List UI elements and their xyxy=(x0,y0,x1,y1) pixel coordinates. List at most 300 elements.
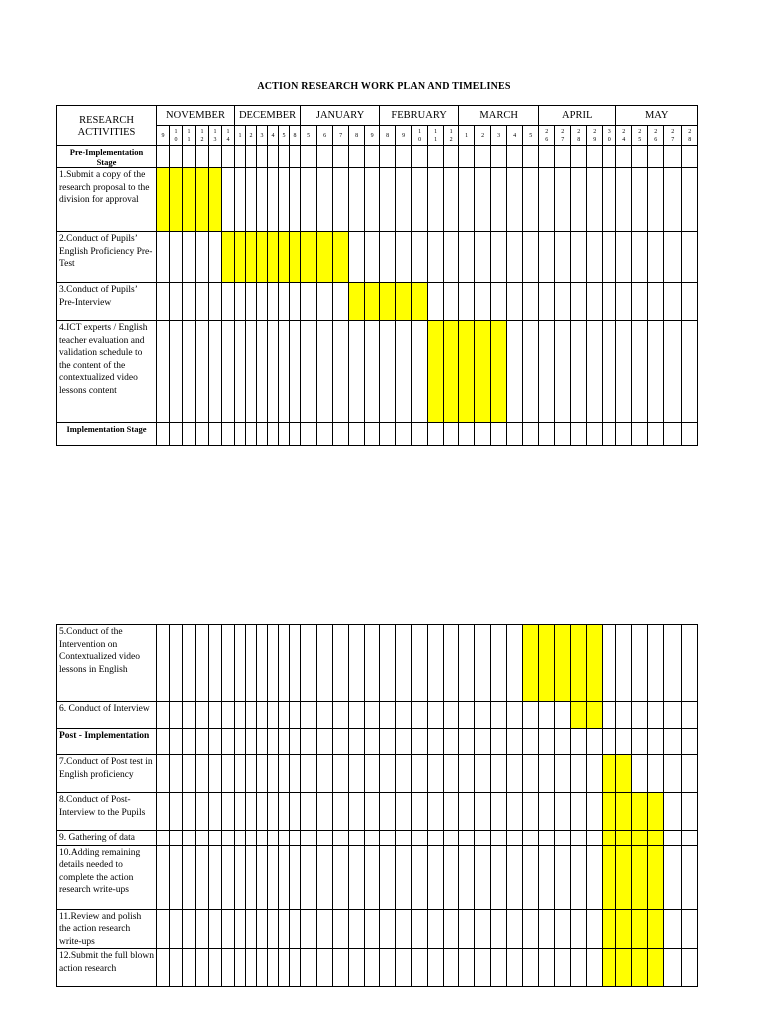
timeline-cell xyxy=(444,625,459,702)
timeline-cell xyxy=(257,845,268,909)
timeline-cell xyxy=(365,729,380,755)
timeline-cell xyxy=(523,909,539,949)
timeline-cell xyxy=(632,423,648,446)
timeline-cell xyxy=(209,909,222,949)
timeline-cell xyxy=(428,909,444,949)
timeline-cell xyxy=(279,702,290,729)
timeline-cell xyxy=(209,423,222,446)
timeline-cell xyxy=(396,423,412,446)
activity-label: 9. Gathering of data xyxy=(57,831,157,846)
activity-row xyxy=(57,321,698,423)
timeline-cell xyxy=(444,232,459,283)
timeline-cell xyxy=(196,423,209,446)
timeline-cell xyxy=(290,702,301,729)
timeline-cell xyxy=(459,168,475,232)
timeline-cell xyxy=(475,702,491,729)
document-title: ACTION RESEARCH WORK PLAN AND TIMELINES xyxy=(257,81,511,92)
timeline-cell xyxy=(396,831,412,846)
timeline-cell xyxy=(157,831,170,846)
timeline-cell xyxy=(428,168,444,232)
timeline-cell xyxy=(648,755,664,793)
timeline-cell xyxy=(648,168,664,232)
timeline-cell-scheduled xyxy=(616,793,632,831)
timeline-cell xyxy=(412,793,428,831)
timeline-cell xyxy=(587,793,603,831)
timeline-cell xyxy=(428,729,444,755)
timeline-cell xyxy=(571,845,587,909)
timeline-cell xyxy=(664,283,682,321)
timeline-cell xyxy=(459,949,475,987)
timeline-cell xyxy=(507,909,523,949)
timeline-cell xyxy=(603,232,616,283)
timeline-cell xyxy=(523,949,539,987)
timeline-cell xyxy=(555,283,571,321)
timeline-cell xyxy=(246,793,257,831)
timeline-cell xyxy=(365,755,380,793)
timeline-cell xyxy=(555,168,571,232)
day-header: 4 xyxy=(507,126,523,146)
timeline-cell xyxy=(235,755,246,793)
timeline-cell xyxy=(196,702,209,729)
timeline-cell-scheduled xyxy=(603,831,616,846)
timeline-cell xyxy=(246,168,257,232)
timeline-cell xyxy=(571,909,587,949)
timeline-cell xyxy=(317,845,333,909)
timeline-cell xyxy=(539,283,555,321)
timeline-cell xyxy=(571,232,587,283)
timeline-cell xyxy=(459,702,475,729)
timeline-cell xyxy=(317,831,333,846)
timeline-cell xyxy=(444,755,459,793)
timeline-cell xyxy=(555,831,571,846)
timeline-cell xyxy=(648,232,664,283)
activity-label: 7.Conduct of Post test in English proficiency xyxy=(57,755,157,793)
timeline-cell xyxy=(257,168,268,232)
timeline-cell xyxy=(491,845,507,909)
timeline-cell xyxy=(257,793,268,831)
timeline-cell xyxy=(664,793,682,831)
timeline-cell xyxy=(183,831,196,846)
timeline-cell-scheduled xyxy=(183,168,196,232)
timeline-cell xyxy=(209,232,222,283)
activity-label: 2.Conduct of Pupils’ English Proficiency Pre-Test xyxy=(57,232,157,283)
timeline-cell xyxy=(475,283,491,321)
timeline-cell xyxy=(157,702,170,729)
timeline-cell xyxy=(301,755,317,793)
timeline-cell-scheduled xyxy=(648,793,664,831)
stage-row xyxy=(57,423,698,446)
timeline-cell xyxy=(428,423,444,446)
stage-label: Implementation Stage xyxy=(57,423,157,446)
timeline-cell xyxy=(196,949,209,987)
timeline-cell xyxy=(317,793,333,831)
timeline-cell xyxy=(475,168,491,232)
timeline-cell-scheduled xyxy=(196,168,209,232)
timeline-cell xyxy=(396,146,412,168)
timeline-cell xyxy=(246,283,257,321)
timeline-cell xyxy=(539,702,555,729)
timeline-cell xyxy=(365,793,380,831)
timeline-cell-scheduled xyxy=(587,702,603,729)
activity-row xyxy=(57,168,698,232)
timeline-cell xyxy=(196,729,209,755)
timeline-cell xyxy=(365,146,380,168)
timeline-cell xyxy=(246,909,257,949)
timeline-cell xyxy=(380,793,396,831)
day-header: 8 xyxy=(380,126,396,146)
timeline-cell xyxy=(587,909,603,949)
timeline-cell xyxy=(268,909,279,949)
day-header: 1 xyxy=(459,126,475,146)
timeline-cell xyxy=(587,831,603,846)
timeline-cell-scheduled xyxy=(603,755,616,793)
timeline-cell xyxy=(428,283,444,321)
timeline-cell xyxy=(523,423,539,446)
timeline-cell xyxy=(571,423,587,446)
day-header: 2 8 xyxy=(571,126,587,146)
timeline-cell xyxy=(170,909,183,949)
timeline-cell xyxy=(603,625,616,702)
timeline-cell xyxy=(444,283,459,321)
timeline-cell xyxy=(396,909,412,949)
timeline-cell xyxy=(365,909,380,949)
timeline-cell xyxy=(428,845,444,909)
timeline-cell xyxy=(507,321,523,423)
timeline-cell xyxy=(616,232,632,283)
timeline-cell xyxy=(616,146,632,168)
timeline-cell xyxy=(664,702,682,729)
timeline-cell xyxy=(279,283,290,321)
timeline-cell xyxy=(396,729,412,755)
timeline-cell xyxy=(539,845,555,909)
stage-label: Pre-Implementation Stage xyxy=(57,146,157,168)
timeline-cell xyxy=(616,625,632,702)
timeline-cell xyxy=(349,831,365,846)
timeline-cell xyxy=(317,625,333,702)
timeline-cell xyxy=(209,793,222,831)
month-header: MAY xyxy=(616,106,698,126)
timeline-cell xyxy=(664,755,682,793)
timeline-cell xyxy=(246,845,257,909)
timeline-cell xyxy=(491,949,507,987)
timeline-cell xyxy=(412,949,428,987)
timeline-cell xyxy=(571,168,587,232)
timeline-cell xyxy=(235,146,246,168)
timeline-cell xyxy=(396,232,412,283)
timeline-cell-scheduled xyxy=(555,625,571,702)
timeline-cell-scheduled xyxy=(428,321,444,423)
timeline-cell xyxy=(268,831,279,846)
day-header: 9 xyxy=(157,126,170,146)
timeline-cell xyxy=(279,146,290,168)
activity-row xyxy=(57,232,698,283)
timeline-cell xyxy=(257,423,268,446)
timeline-cell xyxy=(523,702,539,729)
timeline-cell xyxy=(380,625,396,702)
timeline-cell xyxy=(290,283,301,321)
timeline-cell xyxy=(491,793,507,831)
timeline-cell xyxy=(682,729,698,755)
timeline-cell xyxy=(632,755,648,793)
timeline-cell xyxy=(290,423,301,446)
timeline-cell xyxy=(632,702,648,729)
timeline-cell xyxy=(682,949,698,987)
timeline-cell xyxy=(682,845,698,909)
day-header: 3 0 xyxy=(603,126,616,146)
timeline-cell-scheduled xyxy=(632,845,648,909)
timeline-cell xyxy=(333,168,349,232)
timeline-cell xyxy=(380,831,396,846)
timeline-cell xyxy=(290,729,301,755)
timeline-cell xyxy=(349,845,365,909)
timeline-cell xyxy=(412,146,428,168)
timeline-cell-scheduled xyxy=(475,321,491,423)
timeline-cell xyxy=(491,232,507,283)
timeline-cell xyxy=(507,168,523,232)
timeline-cell xyxy=(349,168,365,232)
timeline-cell xyxy=(222,702,235,729)
timeline-cell xyxy=(170,845,183,909)
timeline-cell xyxy=(222,423,235,446)
month-header: JANUARY xyxy=(301,106,380,126)
day-header: 4 xyxy=(268,126,279,146)
timeline-cell xyxy=(555,232,571,283)
timeline-cell xyxy=(682,831,698,846)
timeline-cell xyxy=(235,729,246,755)
timeline-cell xyxy=(616,321,632,423)
timeline-cell xyxy=(475,625,491,702)
timeline-cell xyxy=(396,168,412,232)
timeline-cell xyxy=(301,845,317,909)
timeline-cell xyxy=(507,793,523,831)
timeline-cell xyxy=(222,909,235,949)
timeline-cell xyxy=(317,702,333,729)
day-header: 2 9 xyxy=(587,126,603,146)
timeline-cell xyxy=(279,423,290,446)
timeline-cell xyxy=(222,283,235,321)
timeline-cell xyxy=(539,793,555,831)
day-header: 2 xyxy=(475,126,491,146)
timeline-cell xyxy=(412,702,428,729)
timeline-cell xyxy=(682,793,698,831)
month-header: APRIL xyxy=(539,106,616,126)
timeline-cell xyxy=(632,168,648,232)
timeline-cell xyxy=(444,909,459,949)
timeline-cell-scheduled xyxy=(365,283,380,321)
timeline-cell xyxy=(412,625,428,702)
timeline-cell xyxy=(507,949,523,987)
timeline-cell xyxy=(664,423,682,446)
timeline-cell xyxy=(317,321,333,423)
timeline-cell xyxy=(507,423,523,446)
timeline-cell xyxy=(491,168,507,232)
timeline-cell-scheduled xyxy=(616,831,632,846)
timeline-cell xyxy=(279,949,290,987)
timeline-cell xyxy=(290,755,301,793)
timeline-cell xyxy=(349,702,365,729)
timeline-cell-scheduled xyxy=(603,845,616,909)
timeline-cell xyxy=(246,755,257,793)
timeline-cell xyxy=(648,729,664,755)
timeline-cell xyxy=(209,625,222,702)
day-header: 5 xyxy=(301,126,317,146)
timeline-cell xyxy=(157,423,170,446)
timeline-cell xyxy=(682,909,698,949)
timeline-cell xyxy=(183,321,196,423)
timeline-cell xyxy=(333,793,349,831)
timeline-cell xyxy=(616,729,632,755)
timeline-cell xyxy=(196,321,209,423)
timeline-cell xyxy=(268,423,279,446)
timeline-cell xyxy=(301,423,317,446)
timeline-cell xyxy=(301,321,317,423)
timeline-cell xyxy=(196,909,209,949)
timeline-cell xyxy=(301,793,317,831)
timeline-cell xyxy=(196,283,209,321)
timeline-cell xyxy=(317,168,333,232)
timeline-cell xyxy=(539,232,555,283)
timeline-cell xyxy=(183,625,196,702)
timeline-cell xyxy=(603,321,616,423)
timeline-cell xyxy=(333,909,349,949)
timeline-cell xyxy=(183,232,196,283)
timeline-cell xyxy=(587,283,603,321)
day-header: 5 xyxy=(523,126,539,146)
timeline-cell-scheduled xyxy=(571,702,587,729)
timeline-cell xyxy=(380,909,396,949)
timeline-cell xyxy=(444,702,459,729)
timeline-cell xyxy=(475,729,491,755)
timeline-cell xyxy=(380,232,396,283)
timeline-cell xyxy=(257,909,268,949)
timeline-cell xyxy=(290,909,301,949)
timeline-cell xyxy=(235,283,246,321)
timeline-cell xyxy=(648,625,664,702)
timeline-cell xyxy=(664,168,682,232)
timeline-cell xyxy=(555,909,571,949)
timeline-cell xyxy=(555,845,571,909)
timeline-cell xyxy=(333,729,349,755)
timeline-cell xyxy=(523,845,539,909)
activity-label: 1.Submit a copy of the research proposal to the division for approval xyxy=(57,168,157,232)
timeline-cell xyxy=(459,283,475,321)
day-header: 2 xyxy=(246,126,257,146)
timeline-cell xyxy=(491,625,507,702)
timeline-cell xyxy=(246,702,257,729)
timeline-cell xyxy=(290,168,301,232)
timeline-cell xyxy=(196,845,209,909)
timeline-cell xyxy=(412,321,428,423)
timeline-cell xyxy=(555,755,571,793)
timeline-cell-scheduled xyxy=(396,283,412,321)
timeline-cell xyxy=(365,168,380,232)
timeline-cell xyxy=(491,729,507,755)
timeline-cell xyxy=(380,755,396,793)
timeline-cell xyxy=(396,845,412,909)
timeline-cell xyxy=(235,831,246,846)
timeline-cell-scheduled xyxy=(648,831,664,846)
stage-label: Post - Implementation xyxy=(57,729,157,755)
timeline-cell xyxy=(571,831,587,846)
timeline-cell xyxy=(587,321,603,423)
timeline-cell xyxy=(648,423,664,446)
timeline-cell xyxy=(170,423,183,446)
timeline-cell xyxy=(555,702,571,729)
timeline-cell xyxy=(428,625,444,702)
timeline-cell xyxy=(491,146,507,168)
timeline-cell xyxy=(523,793,539,831)
timeline-cell xyxy=(170,793,183,831)
timeline-cell xyxy=(301,283,317,321)
timeline-cell xyxy=(380,845,396,909)
timeline-cell xyxy=(428,702,444,729)
timeline-cell xyxy=(682,232,698,283)
activity-label: 5.Conduct of the Intervention on Contextualized video lessons in English xyxy=(57,625,157,702)
timeline-cell xyxy=(444,168,459,232)
timeline-cell xyxy=(587,168,603,232)
timeline-cell xyxy=(235,949,246,987)
timeline-cell xyxy=(444,146,459,168)
timeline-cell xyxy=(235,909,246,949)
work-plan-table-1 xyxy=(56,105,698,446)
timeline-cell xyxy=(170,321,183,423)
day-header: 9 xyxy=(365,126,380,146)
timeline-cell xyxy=(571,949,587,987)
timeline-cell xyxy=(380,729,396,755)
timeline-cell xyxy=(444,729,459,755)
timeline-cell xyxy=(632,321,648,423)
timeline-cell xyxy=(523,283,539,321)
timeline-cell xyxy=(444,831,459,846)
day-header: 9 xyxy=(396,126,412,146)
day-header: 2 4 xyxy=(616,126,632,146)
timeline-cell xyxy=(648,702,664,729)
timeline-cell xyxy=(257,949,268,987)
activity-row xyxy=(57,949,698,987)
timeline-cell xyxy=(333,625,349,702)
timeline-cell xyxy=(571,755,587,793)
timeline-cell xyxy=(616,283,632,321)
day-header: 1 0 xyxy=(170,126,183,146)
timeline-cell-scheduled xyxy=(290,232,301,283)
timeline-cell xyxy=(459,232,475,283)
timeline-cell xyxy=(268,845,279,909)
timeline-cell xyxy=(317,729,333,755)
timeline-cell xyxy=(246,321,257,423)
timeline-cell xyxy=(333,423,349,446)
timeline-cell xyxy=(444,793,459,831)
timeline-cell xyxy=(235,423,246,446)
timeline-cell xyxy=(428,793,444,831)
timeline-cell xyxy=(279,845,290,909)
timeline-cell xyxy=(209,949,222,987)
timeline-cell xyxy=(632,232,648,283)
timeline-cell xyxy=(507,845,523,909)
timeline-cell-scheduled xyxy=(257,232,268,283)
timeline-cell xyxy=(157,625,170,702)
timeline-cell xyxy=(209,321,222,423)
timeline-cell xyxy=(664,321,682,423)
timeline-cell xyxy=(349,729,365,755)
timeline-cell xyxy=(682,423,698,446)
timeline-cell-scheduled xyxy=(246,232,257,283)
timeline-cell xyxy=(301,949,317,987)
timeline-cell xyxy=(301,831,317,846)
timeline-cell xyxy=(290,321,301,423)
timeline-cell-scheduled xyxy=(648,845,664,909)
timeline-cell xyxy=(523,168,539,232)
timeline-cell xyxy=(257,755,268,793)
